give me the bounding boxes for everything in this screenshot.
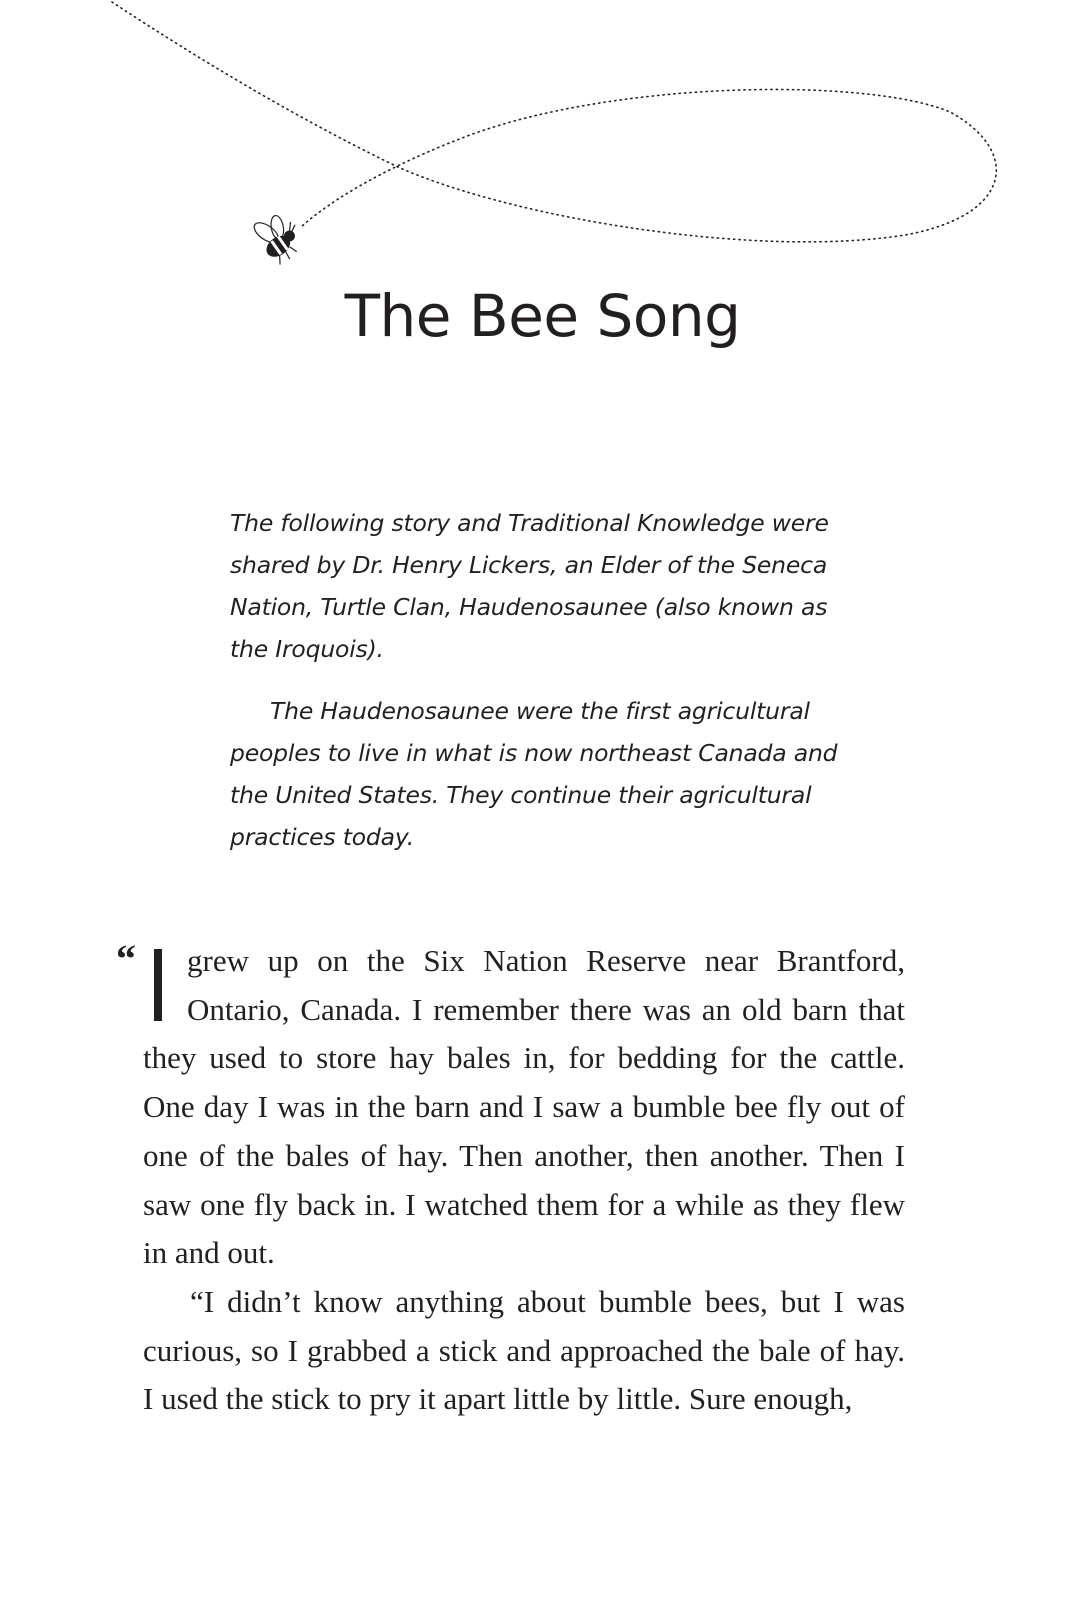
intro-note [230, 502, 870, 858]
chapter-title: The Bee Song [344, 282, 741, 350]
dotted-flight-trail [112, 2, 996, 242]
story-paragraph [116, 936, 905, 1278]
bee-flight-path [0, 0, 1067, 300]
story-body [116, 936, 905, 1424]
opening-quote-mark: “ [116, 936, 136, 981]
intro-paragraph: The following story and Traditional Knowledge were shared by Dr. Henry Lickers, an Elder of the Seneca Nation, Turtle Clan, Haudenosaunee (also known as the Iroquois). [230, 509, 829, 663]
bumble-bee-icon [248, 204, 309, 268]
drop-cap [116, 936, 185, 1029]
intro-paragraph: The Haudenosaunee were the first agricultural peoples to live in what is now northeast Canada and the United States. They continue their agricultural practices today. [230, 697, 838, 851]
story-paragraph: “I didn’t know anything about bumble bees, but I was curious, so I grabbed a stick and approached the bale of hay. I used the stick to pry it apart little by little. Sure enough, [143, 1283, 905, 1417]
story-paragraph-text: grew up on the Six Nation Reserve near Brantford, Ontario, Canada. I remember there was an old barn that they used to store hay bales in, for bedding for the cattle. One day I was in the barn and I saw a bumble bee fly out of one of the bales of hay. Then another, then another. Then I saw one fly back in. I watched them for a while as they flew in and out. [143, 943, 905, 1271]
drop-cap-letter [154, 949, 162, 1021]
